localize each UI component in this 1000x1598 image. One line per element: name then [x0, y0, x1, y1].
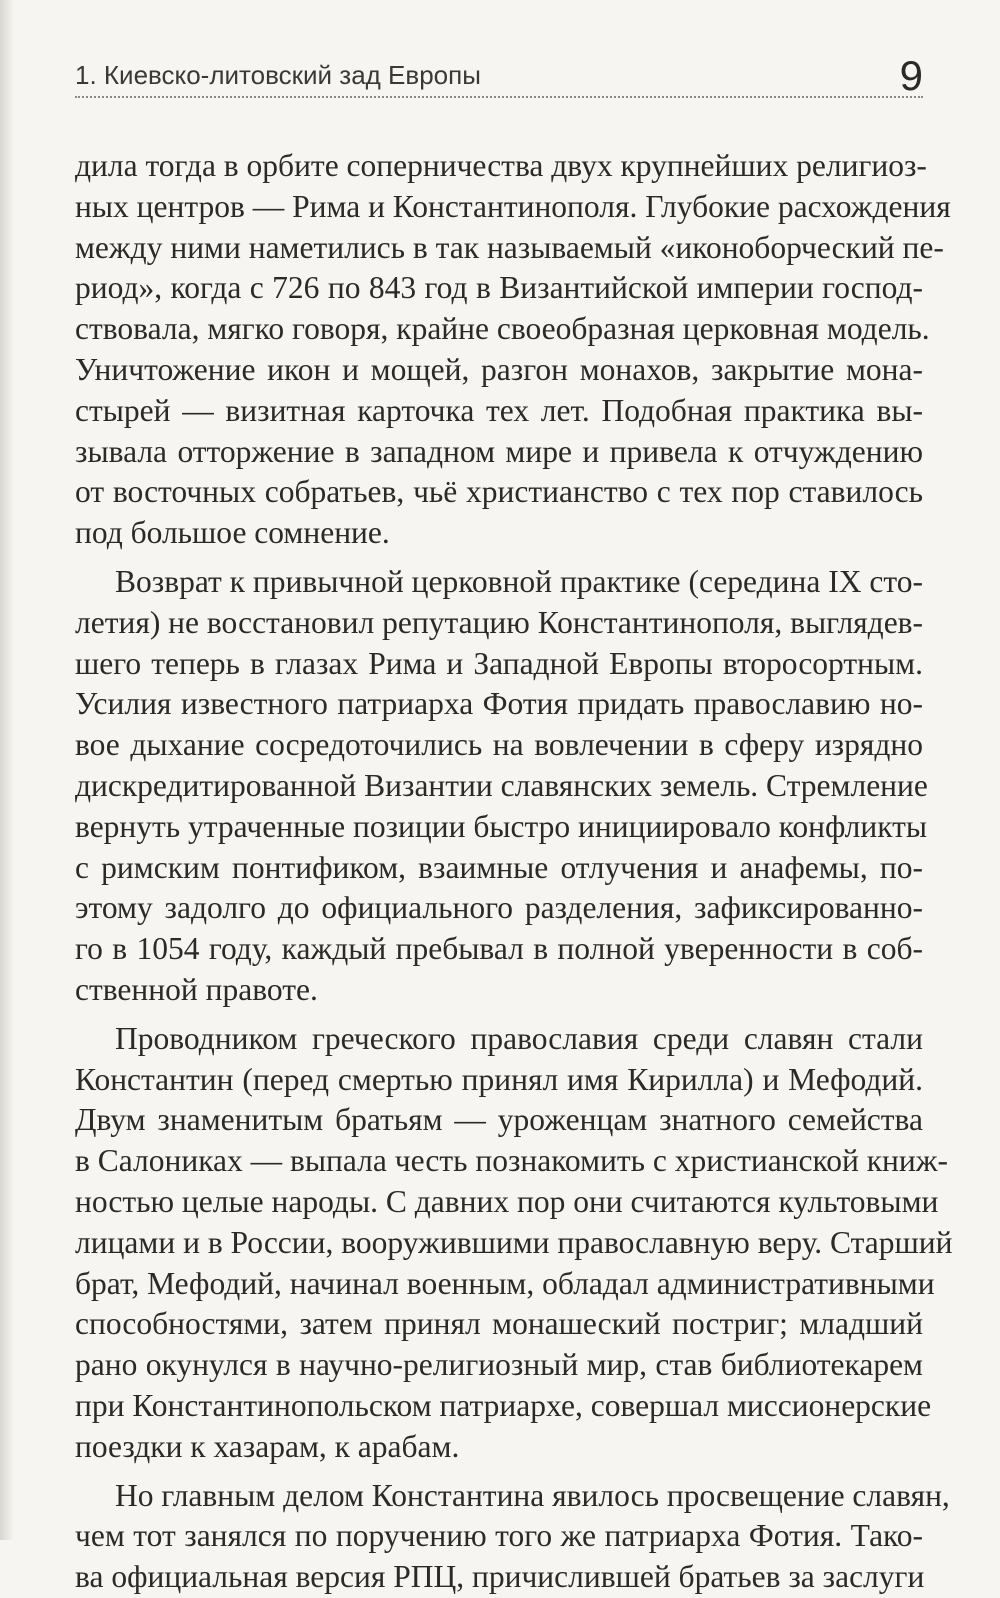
text-line: Константин (перед смертью принял имя Кирилла) и Мефодий. — [75, 1061, 923, 1097]
text-line: ностью целые народы. С давних пор они считаются культовыми — [75, 1183, 939, 1219]
text-line: с римским понтификом, взаимные отлучения и анафемы, по- — [75, 849, 923, 885]
page-number: 9 — [899, 52, 923, 99]
text-line: этому задолго до официального разделения, зафиксированно- — [75, 890, 923, 926]
paragraph — [75, 1476, 950, 1598]
text-line: брат, Мефодий, начинал военным, обладал административными — [75, 1265, 935, 1301]
text-line: Но главным делом Константина явилось просвещение славян, — [115, 1477, 950, 1513]
text-line: под большое сомнение. — [75, 515, 390, 551]
text-line: ных центров — Рима и Константинополя. Глубокие расхождения — [75, 188, 951, 224]
body-text — [75, 146, 953, 1598]
running-title: 1. Киевско-литовский зад Европы — [75, 60, 481, 90]
text-line: зывала отторжение в западном мире и привела к отчуждению — [75, 433, 923, 469]
text-line: дила тогда в орбите соперничества двух крупнейших религиоз- — [75, 148, 927, 183]
text-line: между ними наметились в так называемый «иконоборческий пе- — [75, 229, 944, 265]
text-line: ствовала, мягко говоря, крайне своеобразная церковная модель. — [75, 311, 930, 347]
text-line: Возврат к привычной церковной практике (середина IX сто- — [115, 563, 923, 599]
page-edge-shadow — [0, 0, 14, 1540]
text-line: шего теперь в глазах Рима и Западной Европы второсортным. — [75, 645, 923, 681]
text-line: рано окунулся в научно-религиозный мир, став библиотекарем — [75, 1347, 923, 1383]
text-line: риод», когда с 726 по 843 год в Византийской империи господ- — [75, 270, 923, 306]
text-line: в Салониках — выпала честь познакомить с христианской книж- — [75, 1143, 948, 1179]
text-line: при Константинопольском патриархе, совершал миссионерские — [75, 1387, 932, 1423]
text-line: стырей — визитная карточка тех лет. Подобная практика вы- — [75, 392, 923, 428]
text-line: лицами и в России, вооружившими православную веру. Старший — [75, 1224, 953, 1260]
text-line: от восточных собратьев, чьё христианство с тех пор ставилось — [75, 474, 923, 510]
paragraph — [75, 146, 951, 554]
text-line: Уничтожение икон и мощей, разгон монахов, закрытие мона- — [75, 351, 923, 387]
text-line: вое дыхание сосредоточились на вовлечении в сферу изрядно — [75, 727, 923, 763]
text-line: вернуть утраченные позиции быстро инициировало конфликты — [75, 808, 928, 844]
paragraph — [75, 562, 928, 1011]
text-line: способностями, затем принял монашеский постриг; младший — [75, 1306, 923, 1342]
text-line: летия) не восстановил репутацию Константинополя, выглядев- — [75, 604, 924, 640]
text-line: поездки к хазарам, к арабам. — [75, 1428, 460, 1464]
text-line: чем тот занялся по поручению того же патриарха Фотия. Тако- — [75, 1518, 923, 1554]
text-line: Проводником греческого православия среди славян стали — [115, 1020, 923, 1056]
text-line: го в 1054 году, каждый пребывал в полной уверенности в соб- — [75, 931, 923, 967]
text-line: Двум знаменитым братьям — уроженцам знатного семейства — [75, 1102, 923, 1138]
text-line: ственной правоте. — [75, 971, 318, 1007]
text-line: дискредитированной Византии славянских земель. Стремление — [75, 767, 928, 803]
text-line: ва официальная версия РПЦ, причислившей братьев за заслуги — [75, 1559, 925, 1595]
paragraph — [75, 1019, 953, 1468]
header-dotted-rule — [75, 96, 923, 98]
text-line: Усилия известного патриарха Фотия придать православию но- — [75, 686, 923, 722]
page-header — [75, 52, 923, 100]
